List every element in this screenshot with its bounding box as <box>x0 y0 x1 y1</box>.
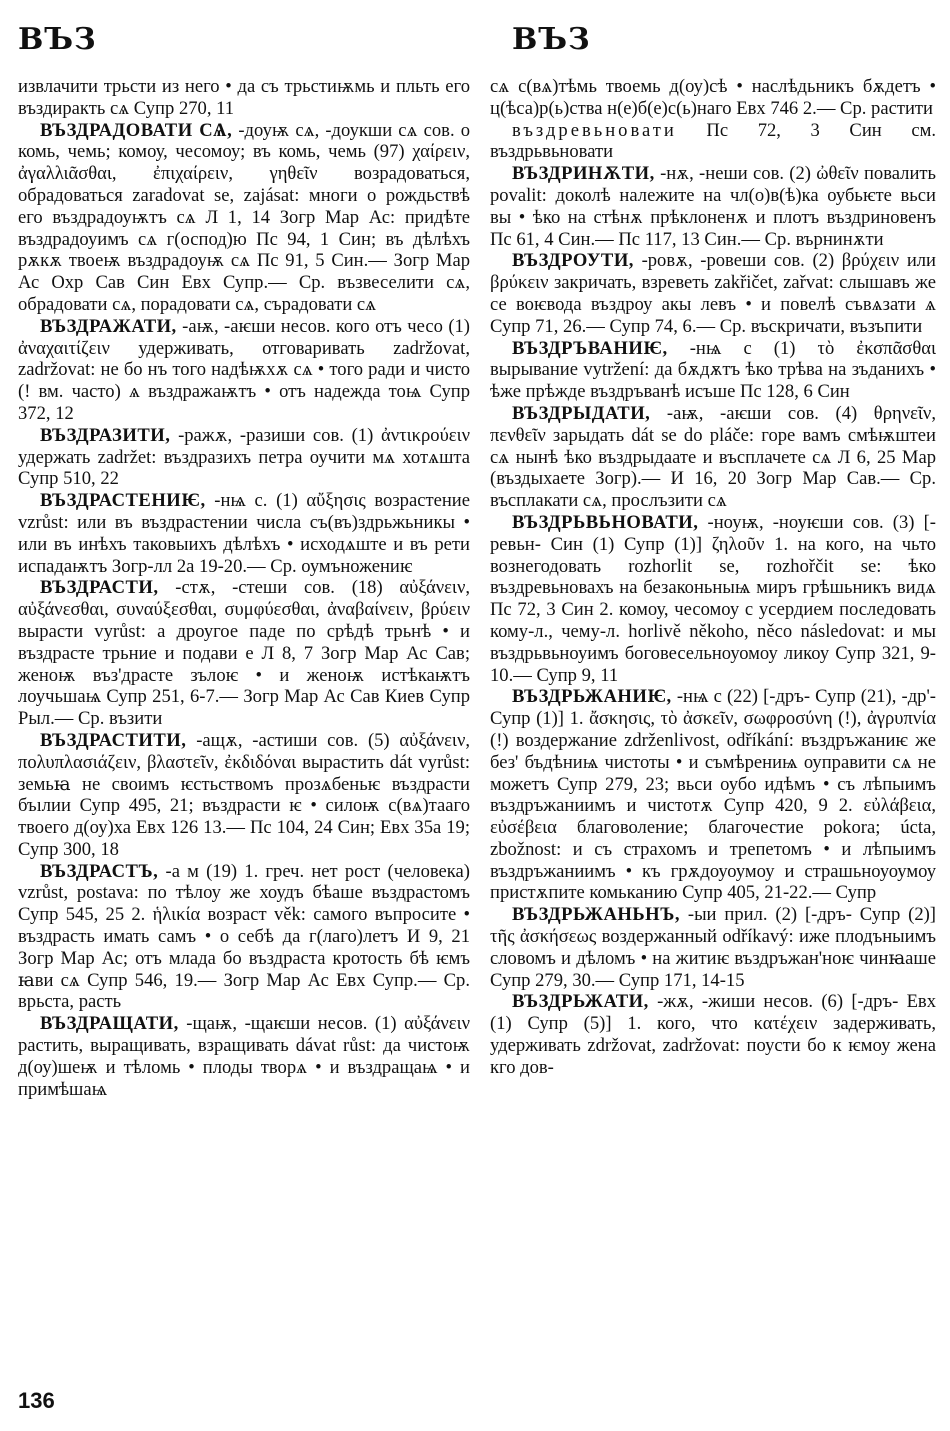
entry-headword: ВЪЗДРИНѪТИ, <box>512 163 655 185</box>
dictionary-entry <box>18 861 470 1014</box>
entry-body: -нѩ с (1) τὸ ἐκσπᾶσθαι вырывание vytržení: да бѫдѫтъ ѣко трѣва на зъданихъ • ѣже прѣжде въздръванѣ исъше Пс 128, 6 Син <box>490 337 936 403</box>
entry-body: -нѩ с (22) [-дръ- Супр (21), -др'- Супр (1)] 1. ἄσκησις, τὸ ἀσκεῖν, σωφροσύνη (!), ἀγρυπνία (!) воздержание zdrženlivost, odříkání: въздръжаниѥ же без' бъдѣниѩ чистоты • и съмѣрениѩ оуправити сѧ не можетъ Супр 279, 23; вьси оубо идѣмъ • съ лѣпыимъ въздръжаниимъ и чистотѫ Супр 420, 9 2. εὐλάβεια, εὐσέβεια благоволение; благочестие pokora; úcta, zbožnost: и съ страхомъ и трепетомъ • и лѣпыимъ въздръжаниимъ • къ грѫдоуоумоу и страшьноуоумоу пристѫпите комьканию Супр 405, 21-22.— Супр <box>490 686 936 904</box>
dictionary-entry <box>18 76 470 120</box>
entry-headword: ВЪЗДРАСТИТИ, <box>40 729 187 751</box>
entry-body: Пс 72, 3 Син см. въздрьвьновати <box>490 119 936 163</box>
entry-body: -ражѫ, -разиши сов. (1) ἀντικρούειν удержать zadržet: въздразихъ петра оучити мѧ хотѧшта Супр 510, 22 <box>18 424 470 490</box>
dictionary-entry <box>18 730 470 861</box>
entry-headword: ВЪЗДРЬЖАНИѤ, <box>512 686 672 708</box>
entry-headword: ВЪЗДРЬЖАНЬНЪ, <box>512 904 680 926</box>
dictionary-entry <box>18 120 470 316</box>
dictionary-entry <box>490 163 936 250</box>
entry-body: -стѫ, -стеши сов. (18) αὐξάνειν, αὐξάνεσθαι, συναύξεσθαι, συμφύεσθαι, ἀναβαίνειν, βρύειν вырасти vyrůst: а дроугое паде по срѣдѣ трьнѣ • и въздрасте трьние и подави е Л 8, 7 Зогр Мар Ас Сав; женоѭ въз'драсте зълоѥ • и женоѭ истѣкаѭтъ лоучьшаѩ Супр 251, 6-7.— Зогр Мар Ас Сав Киев Супр Рыл.— Ср. възити <box>18 577 470 730</box>
dictionary-entry <box>490 512 936 686</box>
dictionary-entry <box>18 1013 470 1100</box>
entry-headword: ВЪЗДРАЗИТИ, <box>40 424 171 446</box>
entry-headword: ВЪЗДРАЩАТИ, <box>40 1013 179 1035</box>
dictionary-entry <box>490 686 936 904</box>
entry-body: -ащѫ, -астиши сов. (5) αὐξάνειν, πολυπλασιάζειν, βλαστεῖν, ἐκδιδόναι вырастить dát vyrůst: земьꙗ не своимъ ѥстьствомъ прозѧбеньѥ въздрасти бъıлии Супр 495, 21; въздрасти ѥ • силоѭ с(вѧ)тааго твоего д(оу)ха Евх 126 13.— Пс 104, 24 Син; Евх 35а 19; Супр 300, 18 <box>18 729 470 860</box>
dictionary-entry <box>490 76 936 120</box>
entry-headword: ВЪЗДРЪВАНИѤ, <box>512 337 668 359</box>
left-column <box>18 76 470 1100</box>
dictionary-entry <box>490 120 936 164</box>
entry-headword: ВЪЗДРАСТЕНИѤ, <box>40 490 206 512</box>
entry-headword: ВЪЗДРЬЖАТИ, <box>512 991 649 1013</box>
entry-headword: ВЪЗДРОУТИ, <box>512 250 634 272</box>
entry-headword: ВЪЗДРЫДАТИ, <box>512 402 651 424</box>
page-number: 136 <box>18 1388 55 1413</box>
right-column <box>490 76 936 1079</box>
entry-body: -аѭ, -аѥши сов. (4) θρηνεῖν, πενθεῖν зарыдать dát se do pláče: горе вамъ смѣѭштеи сѧ нынѣ ѣко въздрыдаате и въсплачете сѧ Л 6, 25 Мар (въздыхаете Зогр).— И 16, 20 Зогр Мар Сав.— Ср. въсплакати сѧ, прослъзити сѧ <box>490 402 936 512</box>
entry-body: -жѫ, -жиши несов. (6) [-дръ- Евх (1) Супр (5)] 1. кого, что κατέχειν задерживать, удерживать zdržovat, zadržovat: поусти бо к ѥмоу жена кго дов- <box>490 991 936 1078</box>
dictionary-entry <box>490 403 936 512</box>
entry-body: сѧ с(вѧ)тѣмь твоемь д(оу)сѣ • наслѣдьникъ бѫдетъ • ц(ѣса)р(ь)ства н(е)б(е)с(ь)наго Евх 746 2.— Ср. растити <box>490 76 936 119</box>
dictionary-entry <box>18 577 470 730</box>
entry-body: -аѭ, -аѥши несов. кого отъ чесо (1) ἀναχαιτίζειν удерживать, отговаривать zadržovat, zadržovat: не бо нъ того надѣѭхѫ сѧ • того ради и чисто (! вм. часто) ѧ въздражаѭтъ • отъ надежда тоѩ Супр 372, 12 <box>18 315 470 424</box>
dictionary-entry <box>18 490 470 577</box>
dictionary-entry <box>18 316 470 425</box>
entry-body: -щаѭ, -щаѥши несов. (1) αὐξάνειν растить, выращивать, взращивать dávat růst: да чистоѭ д(оу)шеѭ и тѣломь • плоды творѧ • и въздращаѩ • и примѣшаѩ <box>18 1013 470 1100</box>
entry-headword: ВЪЗДРЬВЬНОВАТИ, <box>512 511 699 533</box>
dictionary-entry <box>490 338 936 403</box>
running-head-left: ВЪЗ <box>18 22 97 57</box>
entry-headword: ВЪЗДРАСТИ, <box>40 577 159 599</box>
running-head-right: ВЪЗ <box>512 22 591 57</box>
dictionary-entry <box>490 250 936 337</box>
entry-headword: ВЪЗДРАЖАТИ, <box>40 315 177 337</box>
dictionary-entry <box>18 425 470 490</box>
entry-body: -нѩ с. (1) αὔξησις возрастение vzrůst: или въ въздрастении числа съ(въ)здрьжьникы • или въ инѣхъ таковыихъ дѣлѣхъ • исходѧште и въ рети испадаѭтъ Зогр-лл 2а 19-20.— Ср. оумъножениѥ <box>18 490 470 577</box>
entry-body: извлачити трьсти из него • да съ трьстиѭмь и пльть его въздиракть сѧ Супр 270, 11 <box>18 76 470 119</box>
entry-body: -ровѫ, -ровеши сов. (2) βρύχειν или βρύκειν закричать, взреветь zakřičet, zařvat: слышавъ же се воѥвода въздроу акы левъ • и повелѣ съвѧзати ѧ Супр 71, 26.— Супр 74, 6.— Ср. въскричати, възъпити <box>490 250 936 337</box>
entry-body: -а м (19) 1. греч. нет рост (человека) vzrůst, postava: по тѣлоу же хоудъ бѣаше въздрастомъ Супр 545, 25 2. ἡλικία возраст věk: самого въпросите • въздрасть имать самъ • о себѣ да г(лаго)летъ И 9, 21 Зогр Мар Ас; отъ млада бо въздраста кротость бѣ ѥмъ ꙗви сѧ Супр 546, 19.— Зогр Мар Ас Евх Супр.— Ср. врьста, расть <box>18 860 470 1013</box>
entry-body: -нѫ, -неши сов. (2) ὠθεῖν повалить povalit: доколѣ належите на чл(о)в(ѣ)ка оубьѥте вьси вы • ѣко на стѣнѫ прѣклоненѫ и плотъ въздриновенъ Пс 61, 4 Син.— Пс 117, 13 Син.— Ср. върнинѫти <box>490 163 936 250</box>
entry-headword: ВЪЗДРАДОВАТИ СѦ, <box>40 119 233 141</box>
entry-body: -ноуѭ, -ноуѥши сов. (3) [-ревьн- Син (1) Супр (1)] ζηλοῦν 1. на кого, на чьто вознегодовать rozhorlit se, rozhořčit se: ѣко въздревьновахъ на безаконьныѩ миръ грѣшьникъ видѧ Пс 72, 3 Син 2. комоу, чесомоу с усердием последовать кому-л., чему-л. horlivě někoho, něco následovat: и мы въздрьвьноуимъ боговесельноуомоу ликоу Супр 321, 9-10.— Супр 9, 11 <box>490 511 936 686</box>
entry-crossref-word: въздревьновати <box>512 119 677 141</box>
dictionary-entry <box>490 991 936 1078</box>
entry-body: -доуѭ сѧ, -доукши сѧ сов. о комь, чемь; комоу, чесомоу; въ комь, чемь (97) χαίρειν, ἀγαλλιᾶσθαι, ἐπιχαίρειν, γηθεῖν возрадоваться, обрадоваться zaradovat se, zajásat: многи о рождьствѣ его въздрадоуѭтъ сѧ Л 1, 14 Зогр Мар Ас: придѣте въздрадоуимъ сѧ г(оспод)ю Пс 94, 1 Син; въ дѣлѣхъ рѫкѫ твоеѭ въздрадоуѭ сѧ Пс 91, 5 Син.— Зогр Мар Ас Охр Сав Син Евх Супр.— Ср. възвеселити сѧ, обрадовати сѧ, порадовати сѧ, сърадовати сѧ <box>18 119 470 315</box>
dictionary-entry <box>490 904 936 991</box>
entry-headword: ВЪЗДРАСТЪ, <box>40 860 159 882</box>
entry-body: -ыи прил. (2) [-дръ- Супр (2)] τῆς ἀσκήσεως воздержанный odříkavý: иже плодъныимъ словомъ и дѣломъ • на житиѥ въздръжан'ноѥ чинꙗаше Супр 279, 30.— Супр 171, 14-15 <box>490 904 936 991</box>
